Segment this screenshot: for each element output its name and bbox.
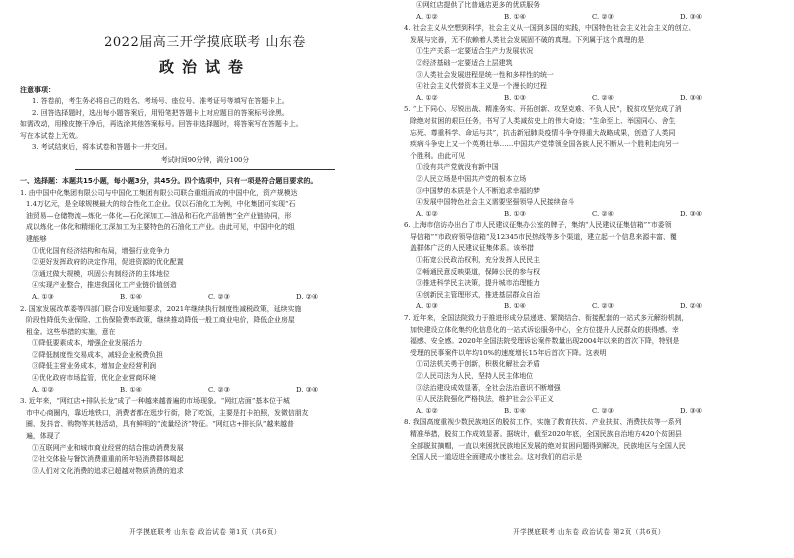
question-stem-line: 圈、发抖音、购物等其他活动，具有鲜明的“流量经济”特征。“网红店+排长队”越来越普 [26, 420, 294, 429]
question-stem-line: 1. 由中国中化集团有限公司与中国化工集团有限公司联合重组而成的中国中化，资产规模达 [20, 188, 298, 197]
answer-options [20, 292, 390, 304]
answer-option: A. ①③ [32, 292, 54, 301]
statement-item: ①生产关系一定要适合生产力发展状况 [416, 47, 534, 56]
answer-option: C. ②④ [592, 93, 614, 102]
statement-item: ①没有共产党就没有新中国 [416, 163, 499, 172]
question-stem-line: 全部脱贫摘帽，一直以来困扰民族地区发展的绝对贫困问题得到解决，民族地区与全国人民 [410, 441, 686, 450]
statement-item: ③通过做大规模，巩固公有制经济的主体地位 [32, 269, 170, 278]
question-stem-line: 6. 上海市信访办出台了市人民建议征集办公室的牌子，集纳“人民建议征集信箱”“市委领 [404, 221, 672, 230]
question-stem-line: 7. 近年来，全国法院致力于推进形成分层递进、繁简结合、衔接配套的一站式多元解纷机制， [404, 314, 689, 323]
answer-option: B. ①④ [120, 385, 142, 394]
answer-option: C. ②③ [592, 12, 614, 21]
question-stem-line: 4. 社会主义从空想到科学，社会主义从一国到多国的实践，中国特色社会主义社会主义的创立、 [404, 24, 696, 33]
statement-item: ①司法机关勇于创新，积极化解社会矛盾 [416, 360, 541, 369]
statement-item: ③中国梦的本质是个人不断追求幸福的梦 [416, 186, 541, 195]
section-heading: 一、选择题：本题共15小题，每小题3分，共45分。四个选项中，只有一项是符合题目要求的。 [20, 176, 318, 185]
answer-option: D. ③④ [296, 385, 319, 394]
answer-options [20, 385, 390, 397]
answer-option: B. ①④ [504, 302, 526, 311]
question [20, 396, 390, 477]
notice-line: 写在本试卷上无效。 [20, 131, 83, 140]
statement-item: ④网红店提供了比普通店更多的优质服务 [416, 1, 541, 9]
page-footer-right: 开学摸底联考 山东卷 政治试卷 第2页（共6页） [513, 528, 665, 536]
answer-option: C. ②③ [592, 406, 614, 415]
answer-options [404, 406, 774, 418]
question-stem-line: 福感、安全感。2020年全国法院受理诉讼案件数量出现2004年以来的首次下降，特别是 [410, 337, 680, 346]
statement-item: ③人类社会发展进程是统一性和多样性的统一 [416, 70, 554, 79]
answer-option: A. ①② [416, 209, 438, 218]
answer-options [404, 12, 774, 24]
answer-option: A. ①② [416, 12, 438, 21]
answer-option: D. ③④ [680, 406, 703, 415]
statement-item: ③推进科学民主决策，提升城市治理能力 [416, 279, 541, 288]
statement-item: ②人民立场是中国共产党的根本立场 [416, 174, 527, 183]
answer-option: B. ①③ [504, 209, 526, 218]
answer-option: D. ③④ [680, 93, 703, 102]
statement-item: ②人民司法为人民，坚持人民主体地位 [416, 372, 534, 380]
question-stem-line: 导信箱”“市政府领导信箱”及12345市民热线等多个渠道，建立起一个信息来源丰富、覆 [410, 232, 677, 241]
statement-item: ②经济基础一定要适合上层建筑 [416, 58, 513, 67]
statement-item: ②社交体验与餐饮消费重重前所年轻消费群体喝起 [32, 455, 184, 464]
statement-item: ④创新民主管理形式，推进基层群众自治 [416, 290, 541, 299]
header-divider [75, 169, 335, 170]
notice-line: 1. 答卷前，考生务必将自己的姓名、考场号、座位号、准考证号等填写在答题卡上。 [32, 97, 289, 105]
question-stem-line: 建能够 [26, 234, 47, 243]
statement-item: ④发展中国特色社会主义需要坚强领导人民接续奋斗 [416, 198, 575, 207]
statement-item: ①互联网产业和城市商业经营的结合推动消费发展 [32, 443, 184, 452]
page-footer-left: 开学摸底联考 山东卷 政治试卷 第1页（共6页） [129, 528, 281, 536]
notice-line: 2. 回答选择题时，选出每小题答案后，用铅笔把答题卡上对应题目的答案标号涂黑。 [32, 108, 289, 117]
answer-option: A. ①② [416, 93, 438, 102]
question-stem-line: 受理的民事案件以年均10%的速度增长15年后首次下降。这表明 [410, 348, 607, 357]
answer-option: C. ②③ [208, 385, 230, 394]
question-stem-line: 2. 国家发展改革委等四部门联合印发通知要求，2021年继续执行制度性减税政策，延续实施 [20, 304, 302, 313]
question-stem-line: 5. “上下同心、尽锐出战、精准务实、开拓创新、攻坚克难、不负人民”，脱贫攻坚完成了消 [404, 105, 682, 114]
page-left-column [20, 0, 390, 477]
notice-line: 如需改动，用橡皮擦干净后，再选涂其他答案标号。回答非选择题时，将答案写在答题卡上。 [20, 120, 303, 129]
question-stem-line: 成以炼化一体化和精细化工深加工为主要特色的石油化工产业。由此可见，中国中化的组 [26, 223, 295, 232]
statement-item: ④社会主义代替资本主义是一个漫长的过程 [416, 82, 547, 91]
question-stem-line: 盖群体广泛的人民建议征集体系。该举措 [410, 244, 535, 253]
question-stem-line: 8. 我国高度重视少数民族地区的脱贫工作，实施了教育扶贫、产业扶贫、消费扶贫等一系列 [404, 418, 682, 427]
right-question-list [404, 0, 774, 464]
question-stem-line: 加快建设立体化集约化信息化的一站式诉讼服务中心，全方位提升人民群众的获得感、幸 [410, 325, 679, 334]
statement-item: ②更好发挥政府的决定作用，促进资源的优化配置 [32, 258, 184, 267]
answer-option: A. ①② [32, 385, 54, 394]
notice-line: 3. 考试结束后，将本试卷和答题卡一并交回。 [32, 143, 172, 152]
statement-item: ①降低要素成本，增强企业发展活力 [32, 339, 143, 348]
question [20, 304, 390, 397]
exam-time-score: 考试时间90分钟，满分100分 [160, 155, 250, 164]
statement-item: ①优化国有经济结构和布局，增强行业竞争力 [32, 246, 170, 255]
question-stem-line: 忘死、尊重科学、命运与共”，抗击新冠肺炎疫情斗争夺得重大战略成果，创造了人类同 [410, 128, 676, 137]
question [404, 220, 774, 313]
question-stem-line: 精准举措，脱贫工作成效显著。据统计，截至2020年底，全国民族自治地方420个贫困县 [410, 429, 682, 438]
question-stem-line: 疾病斗争史上又一个英勇壮举……中国共产党带领全国各族人民不断从一个胜利走向另一 [410, 140, 679, 149]
question-stem-line: 遍，体现了 [26, 432, 61, 441]
statement-item: ③人们对文化消费的追求已超越对物质消费的追求 [32, 466, 184, 475]
question-stem-line: 3. 近年来，“网红店+排队长龙”成了一种越来越普遍的市场现象。“网红店面”基本位于城 [20, 397, 290, 406]
statement-item: ④实现产业整合，推进我国化工产业链价值创造 [32, 281, 177, 290]
answer-option: D. ③④ [680, 209, 703, 218]
question-stem-line: 个胜利。由此可见 [410, 151, 466, 160]
answer-option: C. ②③ [208, 292, 230, 301]
answer-option: B. ①④ [504, 12, 526, 21]
question [404, 0, 774, 23]
question-stem-line: 租金。这些举措的实施，意在 [26, 327, 116, 336]
question-stem-line: 除绝对贫困的艰巨任务，书写了人类减贫史上的伟大奇迹；“生命至上、举国同心、舍生 [410, 116, 676, 125]
statement-item: ④优化政府市场监管，优化企业营商环境 [32, 374, 157, 383]
answer-option: D. ②④ [680, 302, 703, 311]
answer-option: A. ①② [416, 406, 438, 415]
question-stem-line: 油贸易—仓储物流—炼化一体化—石化深加工—油品和石化产品销售”全产业链协同，形 [26, 211, 292, 220]
page-right-column [404, 0, 774, 464]
answer-options [404, 301, 774, 313]
subject-title: 政治试卷 [158, 58, 251, 76]
exam-title: 2022届高三开学摸底联考 山东卷 [104, 35, 306, 50]
question-stem-line: 全国人民一道迈进全面建成小康社会。这对我们的启示是 [410, 453, 583, 462]
answer-option: C. ②③ [592, 302, 614, 311]
answer-option: D. ②④ [296, 292, 319, 301]
question-stem-line: 市中心商圈内，靠近地铁口，消费者都在逛步行街，除了吃饭，主要是打卡拍照，发微信朋友 [26, 408, 309, 417]
question [404, 104, 774, 220]
answer-option: A. ①③ [416, 302, 438, 311]
question [20, 188, 390, 304]
answer-option: C. ②④ [592, 209, 614, 218]
question-stem-line: 1.4万亿元，是全球规模最大的综合性化工企业。仅以石油化工为例，中化集团可实现“石 [26, 200, 296, 209]
question-stem-line: 阶段性降低失业保险、工伤保险费率政策，继续推动降低一般工商业电价，降低企业房屋 [26, 316, 295, 325]
answer-option: B. ①④ [504, 406, 526, 415]
question [404, 23, 774, 104]
answer-options [404, 93, 774, 105]
answer-options [404, 209, 774, 221]
question [404, 313, 774, 417]
question-stem-line: 发展与完善，无不依赖着人类社会发展固不破的真理。下列属于这个真理的是 [410, 35, 645, 44]
question [404, 417, 774, 463]
statement-item: ①拓宽公民政治权利，充分发挥人民民主 [416, 256, 541, 265]
answer-option: B. ①③ [504, 93, 526, 102]
statement-item: ③法治建设成效显著，全社会法治意识不断增强 [416, 383, 561, 392]
statement-item: ④人民法院强化严格执法，维护社会公平正义 [416, 395, 554, 404]
notice-heading: 注意事项： [20, 86, 55, 94]
statement-item: ②降低制度性交易成本，减轻企业税费负担 [32, 350, 163, 359]
statement-item: ③降低主营业务成本，增加企业经营利润 [32, 362, 157, 371]
statement-item: ②畅通民意反映渠道，保障公民的参与权 [416, 267, 541, 276]
answer-option: D. ③④ [680, 12, 703, 21]
left-question-list [20, 188, 390, 478]
answer-option: B. ①④ [120, 292, 142, 301]
